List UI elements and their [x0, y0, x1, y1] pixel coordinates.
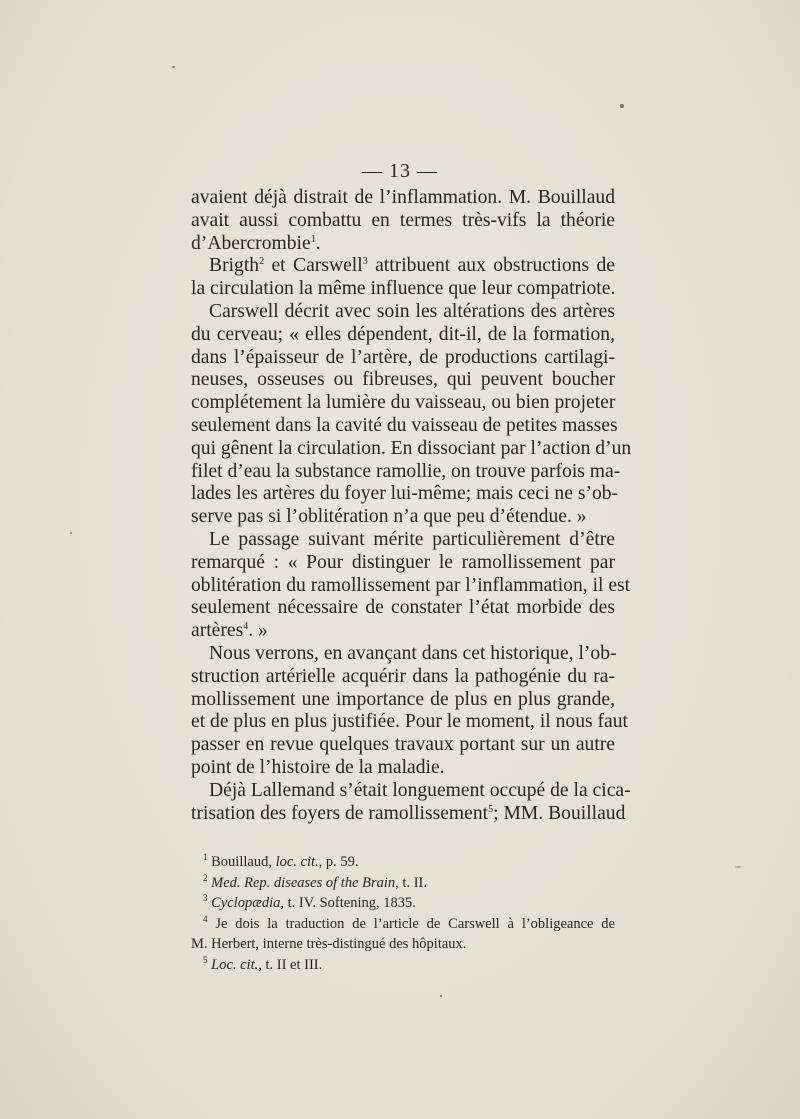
paper-speck	[70, 532, 72, 534]
text-line	[191, 620, 615, 643]
footnote-reference: 3	[362, 256, 368, 268]
text-line: seulement nécessaire de constater l’état morbide des	[191, 597, 615, 619]
footnote-reference: 5	[203, 954, 208, 965]
text-line: lades les artères du foyer lui-même; mais ceci ne s’ob-	[191, 483, 619, 505]
text-fragment: . »	[248, 620, 268, 642]
body-text	[191, 187, 632, 825]
footnote-reference: 3	[203, 893, 208, 903]
text-line: passer en revue quelques travaux portant sur un autre	[191, 734, 615, 756]
text-line: Le passage suivant mérite particulièrement d’être	[209, 528, 615, 550]
footnote-reference: 4	[203, 913, 208, 924]
text-line: oblitération du ramollissement par l’inflammation, il est	[191, 574, 631, 596]
text-line: avait aussi combattu en termes très-vifs la théorie	[191, 209, 615, 231]
text-line: la circulation la même influence que leur compatriote.	[191, 278, 616, 300]
footnote-reference: 1	[203, 852, 208, 862]
text-line: Carswell décrit avec soin les altérations des artères	[209, 300, 615, 322]
paper-speck	[172, 66, 175, 68]
text-fragment: .	[315, 232, 321, 254]
text-line: filet d’eau la substance ramollie, on trouve parfois ma-	[191, 460, 621, 482]
text-line: point de l’histoire de la maladie.	[191, 756, 445, 778]
footnote	[191, 934, 615, 955]
text-fragment: attribuent aux obstructions de	[367, 255, 616, 277]
footnote-reference: 5	[488, 803, 494, 815]
text-line: complétement la lumière du vaisseau, ou bien projeter	[191, 392, 616, 414]
footnote-reference: 2	[259, 256, 265, 268]
footnote	[191, 873, 615, 894]
footnote-citation: Cyclopædia	[211, 895, 281, 911]
footnote	[191, 852, 615, 873]
footnote-text: , t. IV. Softening, 1835.	[280, 895, 416, 911]
text-fragment: d’Abercrombie	[191, 232, 311, 254]
text-fragment: trisation des foyers de ramollissement	[191, 802, 489, 824]
footnote-text: , p. 59.	[318, 854, 359, 870]
text-fragment: artères	[191, 620, 244, 642]
footnote	[191, 893, 615, 914]
footnote-text: , t. II.	[395, 874, 427, 891]
text-line: et de plus en plus justifiée. Pour le moment, il nous faut	[191, 711, 628, 733]
footnote-citation: Loc. cit.	[211, 956, 259, 973]
footnote-reference: 4	[243, 621, 249, 633]
footnote-text: , t. II et III.	[258, 956, 323, 973]
text-line	[191, 802, 626, 826]
text-line: seulement dans la cavité du vaisseau de petites masses	[191, 414, 618, 436]
text-line	[191, 233, 615, 256]
text-fragment: et Carswell	[264, 255, 363, 277]
text-fragment: Brigth	[209, 255, 260, 277]
footnote-text: Je dois la traduction de l’article de Carswell à l’obligeance de	[215, 915, 615, 932]
paper-speck	[440, 995, 442, 997]
text-line: Nous verrons, en avançant dans cet historique, l’ob-	[209, 642, 617, 664]
text-line: Déjà Lallemand s’était longuement occupé de la cica-	[209, 779, 631, 801]
text-line: remarqué : « Pour distinguer le ramollissement par	[191, 551, 615, 573]
footnote-citation: loc. cit.	[275, 854, 319, 870]
footnote	[191, 914, 615, 935]
paper-speck	[620, 104, 624, 108]
footnote-text: M. Herbert, interne très-distingué des hôpitaux.	[191, 936, 467, 952]
text-line	[191, 255, 615, 278]
text-line: du cerveau; « elles dépendent, dit-il, de la formation,	[191, 323, 615, 345]
footnote	[191, 955, 615, 976]
footnote-text: Bouillaud,	[211, 854, 276, 870]
paper-speck	[735, 866, 741, 868]
text-line: avaient déjà distrait de l’inflammation. M. Bouillaud	[191, 187, 615, 208]
text-fragment: ; MM. Bouillaud	[493, 802, 626, 824]
text-line: dans l’épaisseur de l’artère, de productions cartilagi-	[191, 346, 615, 368]
footnote-reference: 2	[203, 872, 208, 883]
text-line: mollissement une importance de plus en plus grande,	[191, 688, 615, 710]
text-line: serve pas si l’oblitération n’a que peu d’étendue. »	[191, 506, 587, 528]
footnote-citation: Med. Rep. diseases of the Brain	[211, 874, 396, 891]
footnote-reference: 1	[310, 233, 316, 245]
footnotes	[191, 852, 615, 975]
page-number: — 13 —	[362, 160, 438, 182]
text-line: struction artérielle acquérir dans la pathogénie du ra-	[191, 665, 615, 687]
text-line: qui gênent la circulation. En dissociant par l’action d’un	[191, 437, 632, 459]
text-line: neuses, osseuses ou fibreuses, qui peuvent boucher	[191, 369, 615, 391]
